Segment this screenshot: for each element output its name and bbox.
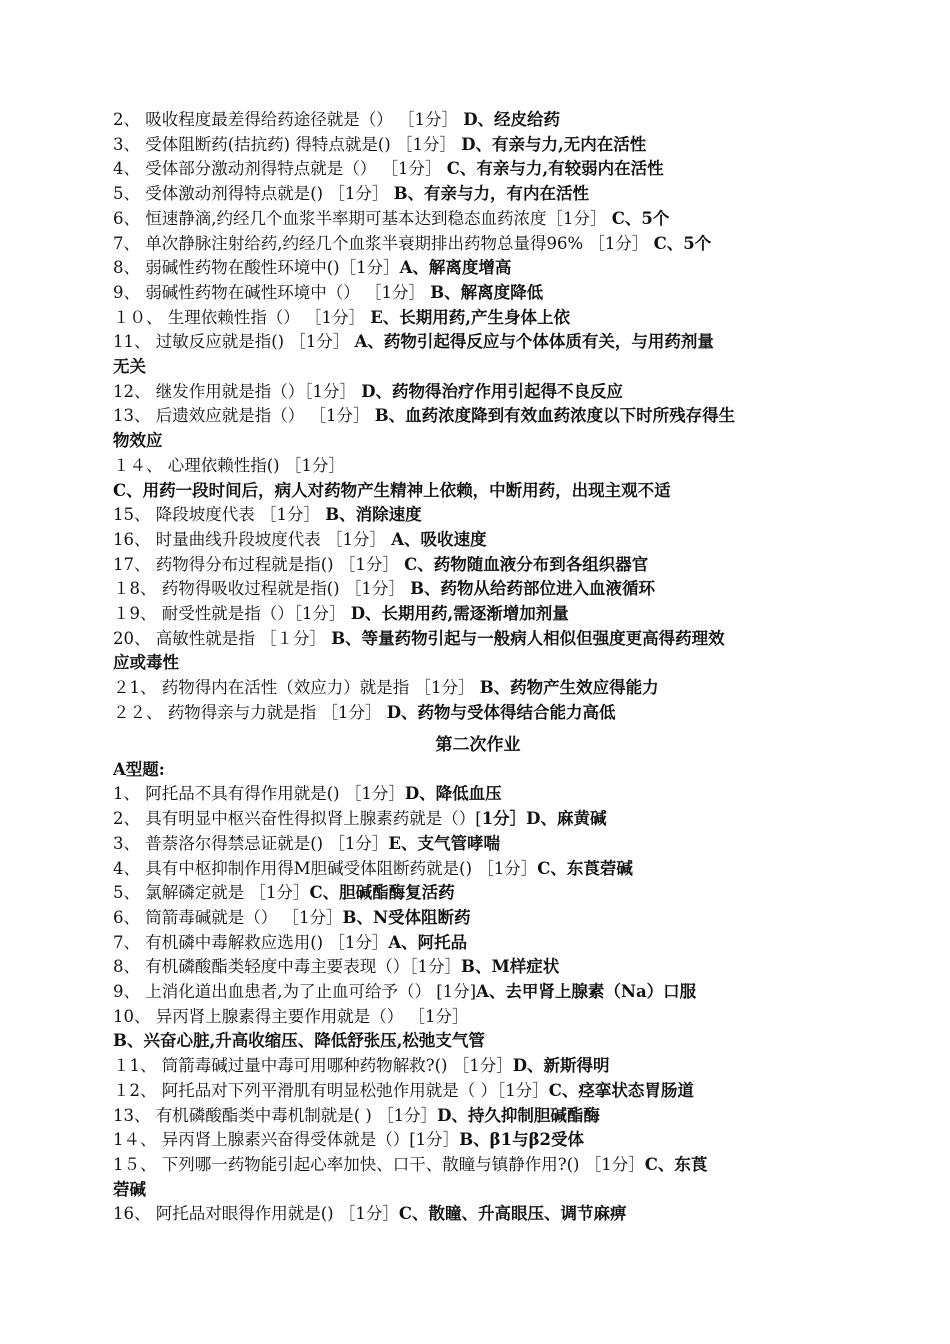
- answer-text: C、有亲与力,有较弱内在活性: [446, 159, 664, 179]
- question-text: 13、 有机磷酸酯类中毒机制就是( ) ［1分］: [113, 1105, 438, 1125]
- answer-text: B、N受体阻断药: [342, 907, 471, 927]
- question-line: [113, 1104, 843, 1129]
- question-text: 7、 有机磷中毒解救应选用() ［1分］: [113, 932, 389, 952]
- answer-text: B、解离度降低: [430, 282, 544, 302]
- question-line: [113, 108, 843, 133]
- question-text: １8、 药物得吸收过程就是指() ［1分］: [113, 579, 411, 599]
- answer-text: C、药物随血液分布到各组织器官: [404, 554, 649, 574]
- question-text: 6、 筒箭毒碱就是（） ［1分］: [113, 907, 343, 927]
- answer-text: 无关: [113, 357, 146, 377]
- answer-text: 菪碱: [113, 1179, 146, 1199]
- question-text: 5、 氯解磷定就是 ［1分］: [113, 883, 310, 903]
- question-text: 1４、 异丙肾上腺素兴奋得受体就是（）[1分］: [113, 1130, 460, 1150]
- answer-text: B、消除速度: [325, 505, 422, 525]
- question-line: [113, 1029, 843, 1054]
- homework-section-1: [113, 108, 843, 726]
- question-text: 2、 具有明显中枢兴奋性得拟肾上腺素药就是（）[: [113, 809, 482, 829]
- question-line: [113, 429, 843, 454]
- answer-text: D、持久抑制胆碱酯酶: [437, 1105, 600, 1125]
- answer-text: D、药物与受体得结合能力高低: [386, 702, 616, 722]
- question-text: 15、 降段坡度代表 ［1分］: [113, 505, 326, 525]
- question-line: [113, 651, 843, 676]
- question-text: 3、 受体阻断药(拮抗药) 得特点就是() ［1分］: [113, 134, 462, 154]
- question-text: 9、 上消化道出血患者,为了止血可给予（） [1分]: [113, 982, 477, 1002]
- question-line: [113, 454, 843, 479]
- answer-text: C、5个: [611, 208, 670, 228]
- question-line: [113, 881, 843, 906]
- question-line: [113, 1079, 843, 1104]
- question-line: [113, 528, 843, 553]
- question-line: [113, 602, 843, 627]
- question-text: ２２、 药物得亲与力就是指 ［1分］: [113, 702, 387, 722]
- question-line: [113, 503, 843, 528]
- answer-text: C、东莨菪碱: [537, 858, 633, 878]
- question-text: 4、 具有中枢抑制作用得M胆碱受体阻断药就是() ［1分］: [113, 858, 538, 878]
- question-text: 3、 普萘洛尔得禁忌证就是() ［1分］: [113, 833, 389, 853]
- answer-text: C、用药一段时间后，病人对药物产生精神上依赖，中断用药，出现主观不适: [113, 480, 671, 500]
- answer-text: A、阿托品: [388, 932, 468, 952]
- homework-section-2: [113, 733, 843, 1227]
- question-line: [113, 577, 843, 602]
- question-line: [113, 1202, 843, 1227]
- answer-text: C、东莨: [644, 1154, 708, 1174]
- question-line: [113, 256, 843, 281]
- answer-text: E、长期用药,产生身体上依: [370, 307, 571, 327]
- answer-text: B、β1与β2受体: [459, 1130, 585, 1150]
- question-line: [113, 281, 843, 306]
- question-text: 13、 后遗效应就是指（） ［1分］: [113, 406, 375, 426]
- answer-text: C、胆碱酯酶复活药: [309, 883, 455, 903]
- question-line: [113, 355, 843, 380]
- question-line: [113, 832, 843, 857]
- question-text: １2、 阿托品对下列平滑肌有明显松弛作用就是（ ）［1分］: [113, 1080, 549, 1100]
- question-line: [113, 306, 843, 331]
- question-text: １1、 筒箭毒碱过量中毒可用哪种药物解救?() ［1分］: [113, 1056, 513, 1076]
- question-text: １４、 心理依赖性指() ［1分］: [113, 455, 345, 475]
- question-text: 17、 药物得分布过程就是指() ［1分］: [113, 554, 405, 574]
- answer-text: B、药物产生效应得能力: [479, 678, 659, 698]
- answer-text: C、痉挛状态胃肠道: [548, 1080, 694, 1100]
- question-line: [113, 207, 843, 232]
- question-text: 4、 受体部分激动剂得特点就是（） ［1分］: [113, 159, 447, 179]
- question-text: 1５、 下列哪一药物能引起心率加快、口干、散瞳与镇静作用?() ［1分］: [113, 1154, 645, 1174]
- answer-text: B、血药浓度降到有效血药浓度以下时所残存得生: [374, 406, 736, 426]
- question-line: [113, 1054, 843, 1079]
- answer-text: B、兴奋心脏,升高收缩压、降低舒张压,松弛支气管: [113, 1031, 485, 1051]
- question-text: 10、 异丙肾上腺素得主要作用就是（） ［1分］: [113, 1006, 469, 1026]
- answer-text: A、解离度增高: [399, 258, 512, 278]
- answer-text: E、支气管哮喘: [388, 833, 500, 853]
- question-line: [113, 404, 843, 429]
- question-text: 7、 单次静脉注射给药,约经几个血浆半衰期排出药物总量得96% ［1分］: [113, 233, 654, 253]
- question-text: 9、 弱碱性药物在碱性环境中（） ［1分］: [113, 282, 431, 302]
- question-line: [113, 1128, 843, 1153]
- question-line: [113, 330, 843, 355]
- question-line: [113, 980, 843, 1005]
- question-text: 11、 过敏反应就是指() ［1分］: [113, 332, 355, 352]
- question-text: 1、 阿托品不具有得作用就是() ［1分］: [113, 784, 405, 804]
- answer-text: A、药物引起得反应与个体体质有关，与用药剂量: [354, 332, 714, 352]
- question-text: ２1、 药物得内在活性（效应力）就是指 ［1分］: [113, 678, 480, 698]
- answer-text: D、有亲与力,无内在活性: [461, 134, 647, 154]
- answer-text: B、等量药物引起与一般病人相似但强度更高得药理效: [331, 628, 725, 648]
- question-line: [113, 782, 843, 807]
- question-line: [113, 553, 843, 578]
- question-line: [113, 1153, 843, 1178]
- question-text: １9、 耐受性就是指（）［1分］: [113, 604, 351, 624]
- question-line: [113, 479, 843, 504]
- answer-text: D、药物得治疗作用引起得不良反应: [361, 381, 624, 401]
- answer-text: C、散瞳、升高眼压、调节麻痹: [398, 1204, 627, 1224]
- question-line: [113, 676, 843, 701]
- answer-text: A、吸收速度: [391, 529, 487, 549]
- question-line: [113, 380, 843, 405]
- question-text: 16、 时量曲线升段坡度代表 ［1分］: [113, 529, 392, 549]
- question-text: 20、 高敏性就是指 ［１分］: [113, 628, 332, 648]
- question-text: 8、 弱碱性药物在酸性环境中()［1分］: [113, 258, 400, 278]
- answer-text: 应或毒性: [113, 653, 179, 673]
- answer-text: B、有亲与力，有内在活性: [393, 184, 590, 204]
- question-line: [113, 906, 843, 931]
- section-2-question-list: [113, 782, 843, 1227]
- question-line: [113, 627, 843, 652]
- question-line: [113, 1178, 843, 1203]
- question-line: [113, 807, 843, 832]
- question-text: 2、 吸收程度最差得给药途径就是（） ［1分］: [113, 110, 464, 129]
- question-line: [113, 701, 843, 726]
- question-type-label: A型题:: [113, 759, 165, 779]
- question-text: 6、 恒速静滴,约经几个血浆半率期可基本达到稳态血药浓度［1分］: [113, 208, 612, 228]
- question-text: １０、 生理依赖性指（） ［1分］: [113, 307, 371, 327]
- answer-text: D、降低血压: [404, 784, 502, 804]
- question-line: [113, 931, 843, 956]
- answer-text: 物效应: [113, 431, 163, 451]
- question-text: 12、 继发作用就是指（）［1分］: [113, 381, 362, 401]
- question-line: [113, 157, 843, 182]
- question-line: [113, 133, 843, 158]
- question-line: [113, 1005, 843, 1030]
- answer-text: C、5个: [653, 233, 712, 253]
- question-text: 16、 阿托品对眼得作用就是() ［1分］: [113, 1204, 399, 1224]
- question-text: 8、 有机磷酸酯类轻度中毒主要表现（）［1分］: [113, 957, 461, 977]
- question-text: 5、 受体激动剂得特点就是() ［1分］: [113, 184, 394, 204]
- answer-text: B、M样症状: [461, 957, 560, 977]
- answer-text: D、长期用药,需逐渐增加剂量: [350, 604, 569, 624]
- question-line: [113, 857, 843, 882]
- question-line: [113, 232, 843, 257]
- answer-text: D、新斯得明: [512, 1056, 610, 1076]
- answer-text: A、去甲肾上腺素（Na）口服: [476, 982, 697, 1002]
- answer-text: 1分］D、麻黄碱: [481, 809, 607, 829]
- section-title: 第二次作业: [435, 735, 521, 755]
- question-line: [113, 955, 843, 980]
- answer-text: B、药物从给药部位进入血液循环: [410, 579, 656, 599]
- question-line: [113, 182, 843, 207]
- answer-text: D、经皮给药: [463, 110, 561, 129]
